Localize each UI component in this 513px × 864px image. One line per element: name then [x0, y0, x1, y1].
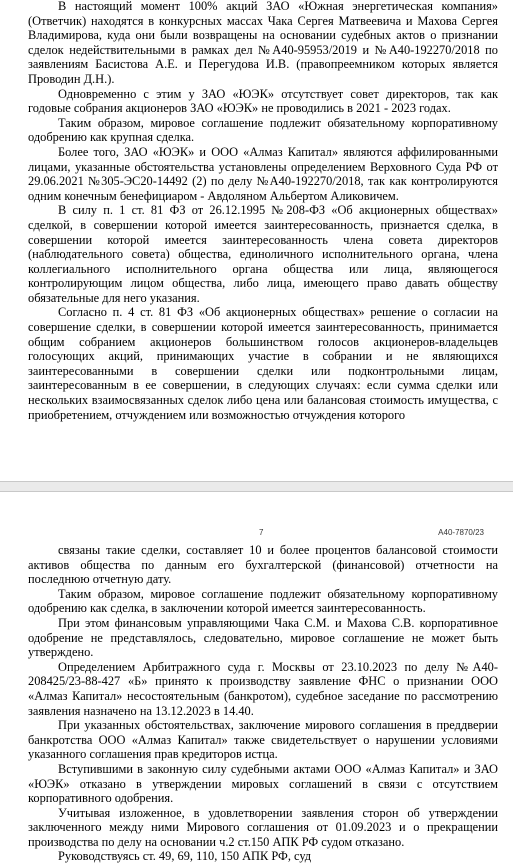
paragraph: Вступившими в законную силу судебными актами ООО «Алмаз Капитал» и ЗАО «ЮЭК» отказано в утверждении мировых соглашений в связи с отсутствием корпоративного одобрения. — [28, 761, 498, 806]
paragraph: Таким образом, мировое соглашение подлежит обязательному корпоративному одобрению как крупная сделка. — [28, 115, 498, 145]
page-header — [0, 528, 513, 542]
paragraph: Более того, ЗАО «ЮЭК» и ООО «Алмаз Капитал» являются аффилированными лицами, указанные обстоятельства установлены определением Верховного Суда РФ от 29.06.2021 №305-ЭС20-14492 (2) по делу №А40-192270/2018, так как контролируются одним конечным бенефициаром - Авдоляном Альбертом Аликовичем. — [28, 144, 498, 203]
paragraph: При этом финансовым управляющими Чака С.М. и Махова С.В. корпоративное одобрение не представлялось, следовательно, мировое соглашение не может быть утверждено. — [28, 615, 498, 660]
page-bottom-text — [28, 543, 498, 864]
paragraph: Согласно п. 4 ст. 81 ФЗ «Об акционерных обществах» решение о согласии на совершение сделки, в совершении которой имеется заинтересованность, принимается общим собранием акционеров большинством голосов акционеров-владельцев голосующих акций, принимающих участие в собрании и не являющихся заинтересованными в совершении сделки или подконтрольными лицам, заинтересованным в ее совершении, в следующих случаях: если сумма сделки или нескольких взаимосвязанных сделок либо цена или балансовая стоимость имущества, с приобретением, отчуждением или возможностью отчуждения которого — [28, 305, 498, 422]
paragraph: Таким образом, мировое соглашение подлежит обязательному корпоративному одобрению как сделка, в заключении которой имеется заинтересованность. — [28, 586, 498, 616]
paragraph: В настоящий момент 100% акций ЗАО «Южная энергетическая компания» (Ответчик) находятся в конкурсных массах Чака Сергея Матвеевича и Махова Сергея Владимирова, куда они были возвращены на основании судебных актов о признании сделок недействительными в рамках дел №А40-95953/2019 и №А40-192270/2018 по заявлениям Басистова А.Е. и Перегудова И.В. (правопреемником которых является Проводин Д.Н.). — [28, 0, 498, 86]
page-separator — [0, 481, 513, 492]
paragraph: Одновременно с этим у ЗАО «ЮЭК» отсутствует совет директоров, так как годовые собрания акционеров ЗАО «ЮЭК» не проводились в 2021 - 2023 годах. — [28, 86, 498, 116]
document-page-bottom — [0, 492, 513, 864]
paragraph: В силу п. 1 ст. 81 ФЗ от 26.12.1995 №208-ФЗ «Об акционерных обществах» сделкой, в совершении которой имеется заинтересованность, признается сделка, в совершении которой имеется заинтересованность члена совета директоров (наблюдательного совета) общества, единоличного исполнительного органа, члена коллегиального исполнительного органа общества или лица, являющегося контролирующим лицом общества, либо лица, имеющего право давать обществу обязательные для него указания. — [28, 203, 498, 305]
page-top-text — [28, 0, 498, 422]
paragraph: Определением Арбитражного суда г. Москвы от 23.10.2023 по делу №А40-208425/23-88-427 «Б» принято к производству заявление ФНС о признании ООО «Алмаз Капитал» несостоятельным (банкротом), судебное заседание по рассмотрению заявления назначено на 13.12.2023 в 14.40. — [28, 659, 498, 718]
page-number: 7 — [259, 528, 264, 537]
case-reference: А40-7870/23 — [438, 528, 484, 537]
paragraph: Руководствуясь ст. 49, 69, 110, 150 АПК РФ, суд — [58, 849, 312, 864]
paragraph: При указанных обстоятельствах, заключение мирового соглашения в преддверии банкротства ООО «Алмаз Капитал» также свидетельствует о нарушении условиями указанного соглашения прав кредиторов истца. — [28, 718, 498, 762]
paragraph: Учитывая изложенное, в удовлетворении заявления сторон об утверждении заключенного между ними Мирового соглашения от 01.09.2023 и о прекращении производства по делу на основании ч.2 ст.150 АПК РФ судом отказано. — [28, 805, 498, 849]
paragraph: связаны такие сделки, составляет 10 и более процентов балансовой стоимости активов общества по данным его бухгалтерской (финансовой) отчетности на последнюю отчетную дату. — [28, 543, 498, 587]
